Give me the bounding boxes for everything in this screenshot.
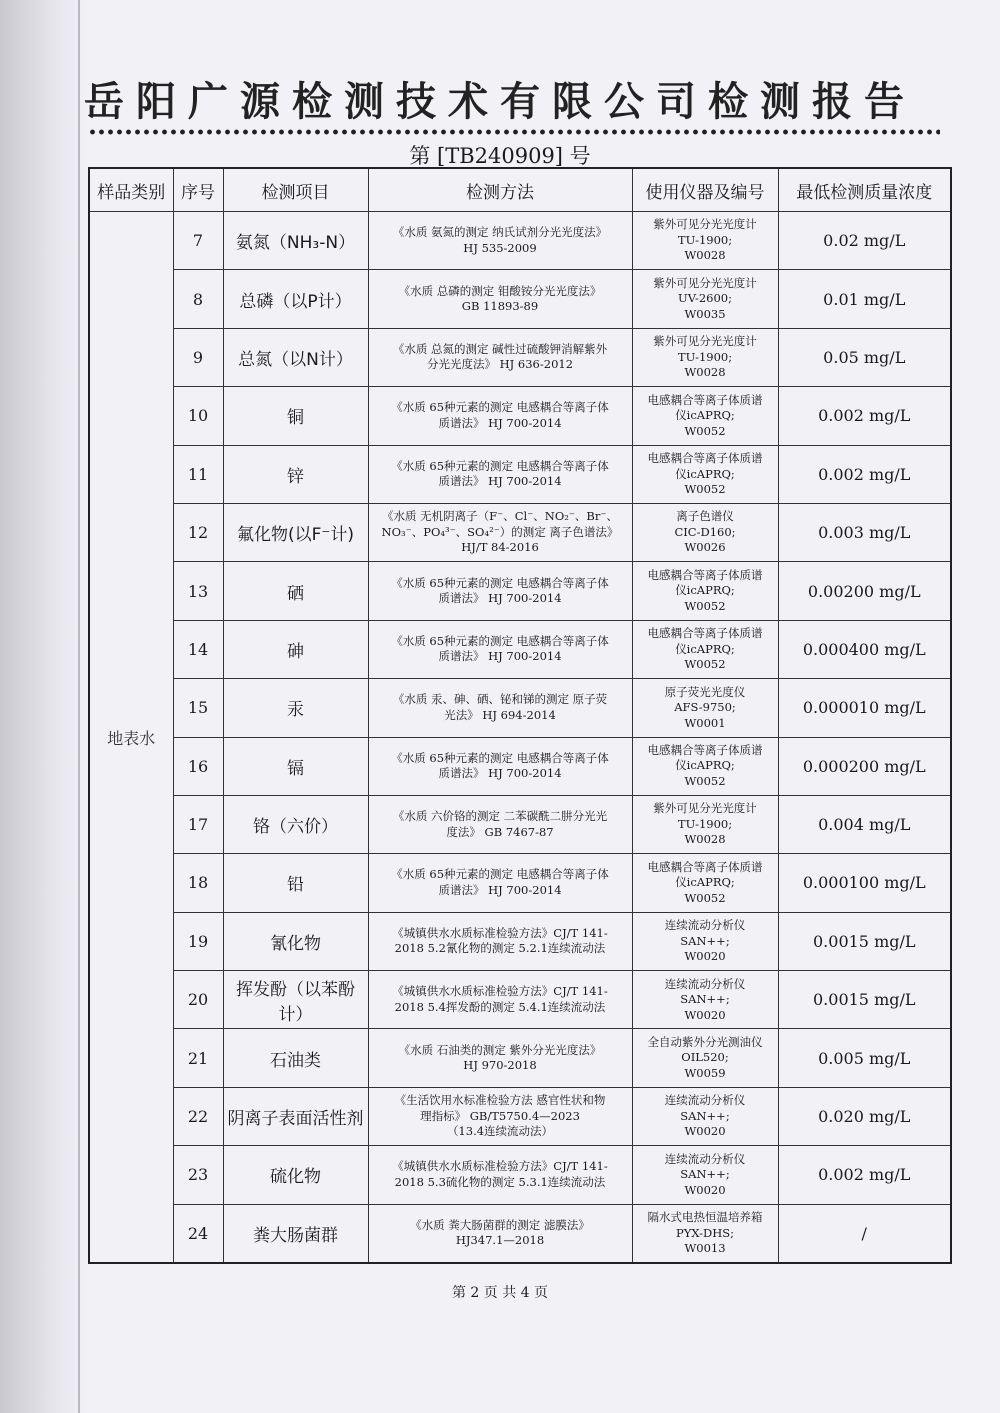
instrument-cell-line: W0001 — [684, 715, 726, 730]
instrument-cell-line: W0059 — [684, 1065, 726, 1080]
instrument-cell-line: 电感耦合等离子体质谱 — [647, 742, 763, 757]
method-cell — [368, 270, 632, 328]
table-row — [89, 445, 951, 503]
instrument-cell-line: SAN++; — [680, 992, 730, 1007]
instrument-cell-line: W0028 — [684, 832, 726, 847]
method-cell-line: 《水质 氨氮的测定 纳氏试剂分光光度法》 — [392, 225, 608, 240]
limit-cell: 0.002 mg/L — [778, 1146, 951, 1204]
instrument-cell — [632, 1146, 778, 1204]
instrument-cell-line: 紫外可见分光光度计 — [653, 801, 757, 816]
table-row — [89, 328, 951, 386]
method-cell-line: HJ347.1—2018 — [455, 1233, 545, 1248]
item-cell: 总氮（以N计） — [223, 328, 368, 386]
method-cell-line: 2018 5.4挥发酚的测定 5.4.1连续流动法 — [394, 999, 606, 1014]
method-cell-line: 《水质 汞、砷、硒、铋和锑的测定 原子荧 — [392, 692, 608, 707]
method-cell-line: 分光光度法》 HJ 636-2012 — [426, 357, 574, 372]
instrument-cell — [632, 971, 778, 1029]
instrument-cell — [632, 912, 778, 970]
instrument-cell-line: 仪icAPRQ; — [675, 641, 735, 656]
table-header-row — [89, 168, 951, 212]
instrument-cell — [632, 1204, 778, 1263]
instrument-cell-line: 仪icAPRQ; — [675, 466, 735, 481]
method-cell-line: 《城镇供水水质标准检验方法》CJ/T 141- — [392, 984, 608, 999]
method-cell — [368, 445, 632, 503]
table-row — [89, 212, 951, 270]
instrument-cell — [632, 503, 778, 561]
method-cell-line: （13.4连续流动法） — [446, 1124, 554, 1139]
seq-cell: 10 — [173, 387, 223, 445]
method-cell-line: 2018 5.3硫化物的测定 5.3.1连续流动法 — [394, 1174, 606, 1189]
instrument-cell-line: TU-1900; — [677, 816, 733, 831]
limit-cell: 0.000100 mg/L — [778, 854, 951, 912]
method-cell — [368, 212, 632, 270]
instrument-cell-line: 电感耦合等离子体质谱 — [647, 450, 763, 465]
method-cell — [368, 503, 632, 561]
instrument-cell-line: 原子荧光光度仪 — [664, 684, 746, 699]
instrument-cell-line: 仪icAPRQ; — [675, 408, 735, 423]
instrument-cell-line: UV-2600; — [678, 291, 732, 306]
method-cell — [368, 562, 632, 620]
instrument-cell — [632, 679, 778, 737]
limit-cell: 0.0015 mg/L — [778, 912, 951, 970]
seq-cell: 20 — [173, 971, 223, 1029]
instrument-cell-line: W0035 — [684, 306, 726, 321]
method-cell-line: 度法》 GB 7467-87 — [446, 824, 554, 839]
table-row — [89, 912, 951, 970]
table-row — [89, 679, 951, 737]
instrument-cell-line: 全自动紫外分光测油仪 — [647, 1034, 763, 1049]
table-row — [89, 562, 951, 620]
method-cell-line: 质谱法》 HJ 700-2014 — [438, 649, 562, 664]
item-cell: 氨氮（NH₃-N） — [223, 212, 368, 270]
method-cell-line: 质谱法》 HJ 700-2014 — [438, 766, 562, 781]
method-cell-line: 理指标》 GB/T5750.4—2023 — [420, 1108, 580, 1123]
seq-cell: 13 — [173, 562, 223, 620]
limit-cell: 0.01 mg/L — [778, 270, 951, 328]
report-number: 第 [TB240909] 号 — [409, 144, 591, 168]
instrument-cell-line: AFS-9750; — [674, 700, 736, 715]
instrument-cell-line: 连续流动分析仪 — [664, 1093, 746, 1108]
table-row — [89, 1204, 951, 1263]
instrument-cell-line: TU-1900; — [677, 232, 733, 247]
item-cell: 镉 — [223, 737, 368, 795]
instrument-cell-line: 紫外可见分光光度计 — [653, 217, 757, 232]
table-row — [89, 737, 951, 795]
dotted-divider — [88, 128, 940, 136]
limit-cell: 0.003 mg/L — [778, 503, 951, 561]
method-cell-line: 《水质 总磷的测定 钼酸铵分光光度法》 — [398, 283, 602, 298]
method-cell-line: 《水质 65种元素的测定 电感耦合等离子体 — [391, 633, 609, 648]
instrument-cell-line: 连续流动分析仪 — [664, 918, 746, 933]
instrument-cell — [632, 212, 778, 270]
instrument-cell-line: OIL520; — [681, 1050, 729, 1065]
seq-cell: 11 — [173, 445, 223, 503]
instrument-cell-line: W0020 — [684, 949, 726, 964]
limit-cell: 0.005 mg/L — [778, 1029, 951, 1087]
method-cell-line: 质谱法》 HJ 700-2014 — [438, 474, 562, 489]
method-cell — [368, 679, 632, 737]
binding-edge — [0, 0, 88, 1413]
table-row — [89, 1029, 951, 1087]
method-cell-line: HJ/T 84-2016 — [461, 540, 539, 555]
instrument-cell-line: W0052 — [684, 598, 726, 613]
instrument-cell-line: 仪icAPRQ; — [675, 758, 735, 773]
instrument-cell-line: 离子色谱仪 — [676, 509, 734, 524]
table-row — [89, 1087, 951, 1145]
method-cell — [368, 1204, 632, 1263]
item-cell: 氰化物 — [223, 912, 368, 970]
item-cell: 粪大肠菌群 — [223, 1204, 368, 1263]
method-cell-line: 《水质 总氮的测定 碱性过硫酸钾消解紫外 — [392, 341, 608, 356]
method-cell-line: 《水质 石油类的测定 紫外分光光度法》 — [398, 1042, 602, 1057]
instrument-cell-line: W0020 — [684, 1007, 726, 1022]
item-cell: 铅 — [223, 854, 368, 912]
item-cell: 锌 — [223, 445, 368, 503]
instrument-cell-line: CIC-D160; — [674, 524, 736, 539]
item-cell: 氟化物(以F⁻计) — [223, 503, 368, 561]
method-cell-line: 2018 5.2氰化物的测定 5.2.1连续流动法 — [394, 941, 606, 956]
instrument-cell-line: PYX-DHS; — [676, 1225, 734, 1240]
method-cell-line: 《水质 粪大肠菌群的测定 滤膜法》 — [410, 1217, 590, 1232]
method-cell — [368, 328, 632, 386]
limit-cell: 0.002 mg/L — [778, 445, 951, 503]
instrument-cell — [632, 387, 778, 445]
results-table — [88, 167, 952, 1264]
instrument-cell-line: W0026 — [684, 540, 726, 555]
instrument-cell — [632, 737, 778, 795]
table-row — [89, 620, 951, 678]
header-method: 检测方法 — [368, 168, 632, 212]
instrument-cell-line: 紫外可见分光光度计 — [653, 275, 757, 290]
table-row — [89, 795, 951, 853]
seq-cell: 9 — [173, 328, 223, 386]
method-cell-line: 《水质 65种元素的测定 电感耦合等离子体 — [391, 458, 609, 473]
instrument-cell-line: 仪icAPRQ; — [675, 583, 735, 598]
instrument-cell-line: W0052 — [684, 890, 726, 905]
method-cell-line: NO₃⁻、PO₄³⁻、SO₄²⁻）的测定 离子色谱法》 — [381, 524, 619, 539]
instrument-cell-line: W0013 — [684, 1241, 726, 1256]
method-cell — [368, 387, 632, 445]
method-cell-line: 《生活饮用水标准检验方法 感官性状和物 — [394, 1093, 606, 1108]
seq-cell: 15 — [173, 679, 223, 737]
item-cell: 总磷（以P计） — [223, 270, 368, 328]
seq-cell: 21 — [173, 1029, 223, 1087]
seq-cell: 12 — [173, 503, 223, 561]
seq-cell: 22 — [173, 1087, 223, 1145]
instrument-cell-line: 连续流动分析仪 — [664, 1151, 746, 1166]
method-cell-line: 质谱法》 HJ 700-2014 — [438, 882, 562, 897]
seq-cell: 23 — [173, 1146, 223, 1204]
header-instrument: 使用仪器及编号 — [632, 168, 778, 212]
seq-cell: 8 — [173, 270, 223, 328]
method-cell-line: 光法》 HJ 694-2014 — [444, 707, 556, 722]
instrument-cell-line: SAN++; — [680, 933, 730, 948]
method-cell-line: 《水质 六价铬的测定 二苯碳酰二肼分光光 — [392, 809, 608, 824]
table-row — [89, 387, 951, 445]
instrument-cell-line: SAN++; — [680, 1108, 730, 1123]
method-cell-line: 《水质 65种元素的测定 电感耦合等离子体 — [391, 867, 609, 882]
seq-cell: 14 — [173, 620, 223, 678]
limit-cell: 0.020 mg/L — [778, 1087, 951, 1145]
instrument-cell-line: 紫外可见分光光度计 — [653, 334, 757, 349]
instrument-cell-line: 电感耦合等离子体质谱 — [647, 859, 763, 874]
method-cell-line: 《城镇供水水质标准检验方法》CJ/T 141- — [392, 925, 608, 940]
instrument-cell-line: 连续流动分析仪 — [664, 976, 746, 991]
binding-line — [78, 0, 80, 1413]
item-cell: 石油类 — [223, 1029, 368, 1087]
limit-cell: 0.000200 mg/L — [778, 737, 951, 795]
page-footer: 第 2 页 共 4 页 — [451, 1285, 549, 1301]
item-cell: 铜 — [223, 387, 368, 445]
limit-cell: 0.004 mg/L — [778, 795, 951, 853]
item-cell: 挥发酚（以苯酚计） — [223, 971, 368, 1029]
instrument-cell — [632, 854, 778, 912]
limit-cell: 0.02 mg/L — [778, 212, 951, 270]
limit-cell: 0.0015 mg/L — [778, 971, 951, 1029]
method-cell — [368, 620, 632, 678]
item-cell: 汞 — [223, 679, 368, 737]
instrument-cell-line: SAN++; — [680, 1167, 730, 1182]
instrument-cell-line: 电感耦合等离子体质谱 — [647, 567, 763, 582]
method-cell-line: GB 11893-89 — [461, 299, 539, 314]
instrument-cell-line: 隔水式电热恒温培养箱 — [647, 1210, 763, 1225]
seq-cell: 19 — [173, 912, 223, 970]
instrument-cell-line: TU-1900; — [677, 349, 733, 364]
limit-cell: 0.05 mg/L — [778, 328, 951, 386]
table-row — [89, 270, 951, 328]
instrument-cell — [632, 1029, 778, 1087]
instrument-cell — [632, 270, 778, 328]
method-cell-line: 《水质 65种元素的测定 电感耦合等离子体 — [391, 750, 609, 765]
item-cell: 阴离子表面活性剂 — [223, 1087, 368, 1145]
seq-cell: 7 — [173, 212, 223, 270]
seq-cell: 17 — [173, 795, 223, 853]
instrument-cell — [632, 562, 778, 620]
method-cell — [368, 1146, 632, 1204]
report-title: 岳阳广源检测技术有限公司检测报告 — [84, 79, 916, 125]
limit-cell: / — [778, 1204, 951, 1263]
instrument-cell-line: W0052 — [684, 482, 726, 497]
limit-cell: 0.00200 mg/L — [778, 562, 951, 620]
instrument-cell — [632, 620, 778, 678]
method-cell — [368, 854, 632, 912]
method-cell-line: 质谱法》 HJ 700-2014 — [438, 415, 562, 430]
instrument-cell — [632, 1087, 778, 1145]
instrument-cell-line: 电感耦合等离子体质谱 — [647, 626, 763, 641]
item-cell: 砷 — [223, 620, 368, 678]
limit-cell: 0.002 mg/L — [778, 387, 951, 445]
limit-cell: 0.000400 mg/L — [778, 620, 951, 678]
method-cell-line: 《水质 65种元素的测定 电感耦合等离子体 — [391, 575, 609, 590]
table-row — [89, 971, 951, 1029]
instrument-cell-line: W0020 — [684, 1124, 726, 1139]
instrument-cell-line: W0028 — [684, 248, 726, 263]
table-row — [89, 854, 951, 912]
seq-cell: 16 — [173, 737, 223, 795]
method-cell-line: 质谱法》 HJ 700-2014 — [438, 591, 562, 606]
instrument-cell-line: 仪icAPRQ; — [675, 875, 735, 890]
header-limit: 最低检测质量浓度 — [778, 168, 951, 212]
instrument-cell-line: W0052 — [684, 773, 726, 788]
instrument-cell — [632, 328, 778, 386]
method-cell — [368, 795, 632, 853]
header-item: 检测项目 — [223, 168, 368, 212]
instrument-cell-line: W0052 — [684, 657, 726, 672]
limit-cell: 0.000010 mg/L — [778, 679, 951, 737]
table-row — [89, 1146, 951, 1204]
item-cell: 硒 — [223, 562, 368, 620]
item-cell: 铬（六价） — [223, 795, 368, 853]
method-cell-line: 《城镇供水水质标准检验方法》CJ/T 141- — [392, 1159, 608, 1174]
method-cell-line: HJ 970-2018 — [463, 1058, 537, 1073]
method-cell — [368, 912, 632, 970]
sample-category: 地表水 — [89, 212, 173, 1264]
method-cell — [368, 737, 632, 795]
seq-cell: 24 — [173, 1204, 223, 1263]
instrument-cell — [632, 795, 778, 853]
method-cell-line: 《水质 无机阴离子（F⁻、Cl⁻、NO₂⁻、Br⁻、 — [382, 509, 618, 524]
item-cell: 硫化物 — [223, 1146, 368, 1204]
instrument-cell-line: W0020 — [684, 1182, 726, 1197]
seq-cell: 18 — [173, 854, 223, 912]
method-cell-line: HJ 535-2009 — [463, 240, 537, 255]
table-row — [89, 503, 951, 561]
instrument-cell-line: 电感耦合等离子体质谱 — [647, 392, 763, 407]
header-category: 样品类别 — [89, 168, 173, 212]
method-cell — [368, 1087, 632, 1145]
method-cell — [368, 971, 632, 1029]
header-seq: 序号 — [173, 168, 223, 212]
instrument-cell-line: W0052 — [684, 423, 726, 438]
method-cell — [368, 1029, 632, 1087]
instrument-cell-line: W0028 — [684, 365, 726, 380]
method-cell-line: 《水质 65种元素的测定 电感耦合等离子体 — [391, 400, 609, 415]
instrument-cell — [632, 445, 778, 503]
